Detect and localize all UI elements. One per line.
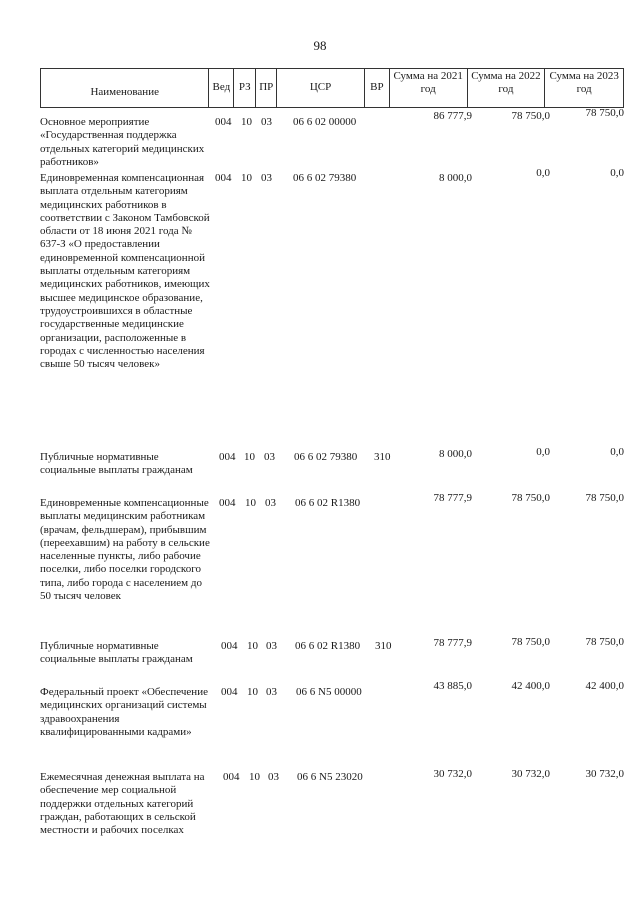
row-ved: 004 [221, 640, 238, 652]
row-sum-2023: 0,0 [610, 167, 624, 179]
row-sum-2021: 43 885,0 [433, 680, 472, 692]
row-rz: 10 [249, 771, 260, 783]
header-sum-2023: Сумма на 2023 год [549, 70, 619, 95]
row-sum-2023: 78 750,0 [585, 492, 624, 504]
row-sum-2023: 0,0 [610, 446, 624, 458]
row-sum-2022: 78 750,0 [511, 492, 550, 504]
row-rz: 10 [245, 497, 256, 509]
header-ved: Вед [209, 69, 234, 107]
row-name: Федеральный проект «Обеспечение медицинских организаций системы здравоохранения квалифицированными кадрами» [40, 686, 208, 738]
row-name: Единовременные компенсационные выплаты медицинским работникам (врачам, фельдшерам), прибывшим (переехавшим) на работу в сельские населенные пункты, либо рабочие поселки, либо поселки городского типа, либо города с населением до 50 тысяч человек [40, 497, 210, 603]
row-pr: 03 [265, 497, 276, 509]
row-ved: 004 [221, 686, 238, 698]
row-sum-2023: 30 732,0 [585, 768, 624, 780]
header-rz: РЗ [234, 69, 256, 107]
row-csr: 06 6 N5 00000 [296, 686, 362, 698]
row-ved: 004 [215, 116, 232, 128]
row-rz: 10 [241, 172, 252, 184]
row-sum-2021: 8 000,0 [439, 448, 472, 460]
row-sum-2022: 42 400,0 [511, 680, 550, 692]
row-ved: 004 [219, 451, 236, 463]
row-pr: 03 [266, 640, 277, 652]
row-pr: 03 [268, 771, 279, 783]
header-sum-2022: Сумма на 2022 год [468, 69, 546, 107]
row-csr: 06 6 02 79380 [294, 451, 358, 463]
row-rz: 10 [247, 640, 258, 652]
row-sum-2023: 78 750,0 [585, 107, 624, 119]
row-rz: 10 [241, 116, 252, 128]
row-vr: 310 [374, 451, 391, 463]
row-csr: 06 6 02 R1380 [295, 497, 361, 509]
row-csr: 06 6 N5 23020 [297, 771, 363, 783]
header-name: Наименование [41, 69, 209, 107]
row-pr: 03 [261, 172, 272, 184]
row-sum-2022: 0,0 [536, 167, 550, 179]
row-sum-2022: 0,0 [536, 446, 550, 458]
row-name: Публичные нормативные социальные выплаты гражданам [40, 451, 193, 477]
header-vr: ВР [365, 69, 390, 107]
page-number: 98 [313, 38, 327, 53]
row-name: Ежемесячная денежная выплата на обеспечение мер социальной поддержки отдельных категорий граждан, работающих в сельской местности и рабочих поселках [40, 771, 205, 837]
row-pr: 03 [261, 116, 272, 128]
row-csr: 06 6 02 00000 [293, 116, 357, 128]
row-sum-2022: 78 750,0 [511, 636, 550, 648]
row-sum-2023: 42 400,0 [585, 680, 624, 692]
row-sum-2021: 78 777,9 [433, 637, 472, 649]
row-sum-2021: 78 777,9 [433, 492, 472, 504]
row-name: Основное мероприятие «Государственная поддержка отдельных категорий медицинских работников» [40, 116, 205, 168]
row-pr: 03 [264, 451, 275, 463]
header-pr: ПР [256, 69, 277, 107]
header-csr: ЦСР [277, 69, 365, 107]
row-sum-2021: 8 000,0 [439, 172, 472, 184]
header-sum-2021: Сумма на 2021 год [390, 69, 468, 107]
row-sum-2023: 78 750,0 [585, 636, 624, 648]
row-csr: 06 6 02 R1380 [295, 640, 361, 652]
row-name: Единовременная компенсационная выплата отдельным категориям медицинских работников в соответствии с Законом Тамбовской области от 18 июня 2021 года № 637-З «О предоставлении единовременной компенсационной выплаты отдельным категориям медицинских работников, имеющих высшее медицинское образование, трудоустроившихся в областные государственные медицинские организации, расположенные в городах с численностью населения свыше 50 тысяч человек» [40, 172, 210, 371]
row-ved: 004 [219, 497, 236, 509]
table-header [40, 68, 624, 108]
row-vr: 310 [375, 640, 392, 652]
row-ved: 004 [223, 771, 240, 783]
row-sum-2022: 30 732,0 [511, 768, 550, 780]
row-sum-2021: 30 732,0 [433, 768, 472, 780]
row-rz: 10 [247, 686, 258, 698]
row-sum-2022: 78 750,0 [511, 110, 550, 122]
row-rz: 10 [244, 451, 255, 463]
row-csr: 06 6 02 79380 [293, 172, 357, 184]
row-ved: 004 [215, 172, 232, 184]
row-name: Публичные нормативные социальные выплаты гражданам [40, 640, 193, 666]
row-pr: 03 [266, 686, 277, 698]
row-sum-2021: 86 777,9 [433, 110, 472, 122]
